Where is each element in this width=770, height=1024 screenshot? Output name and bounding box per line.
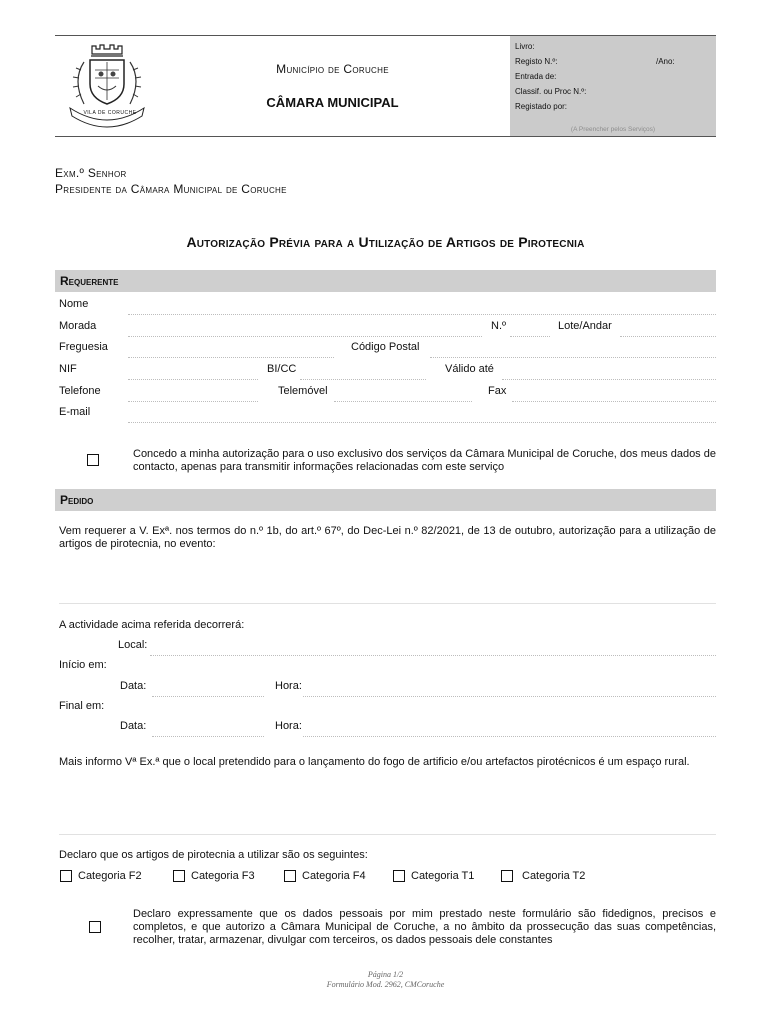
final-data-label: Data: [120,720,147,732]
numero-field[interactable] [510,336,550,337]
inicio-hora-label: Hora: [275,680,302,692]
pedido-intro-text: Vem requerer a V. Exª. nos termos do n.º 1b, do art.º 67º, do Dec-Lei n.º 82/2021, de 13 de outubro, autorização para a utilização de artigos de pirotecnia, no evento: [59,525,716,550]
declaration-text: Declaro expressamente que os dados pessoais por mim prestado neste formulário são fidedignos, precisos e completos, e que autorizo a Câmara Municipal de Coruche, a no âmbito da prossecução das suas competências, recolher, tratar, armazenar, divulgar com terceiros, os dados pessoais dele constantes [133,908,716,946]
final-data-field[interactable] [152,736,264,737]
freguesia-label: Freguesia [59,341,108,353]
registry-registado: Registado por: [515,102,568,111]
footer-page-number: Página 1/2 [367,970,404,979]
final-hora-label: Hora: [275,720,302,732]
email-label: E-mail [59,406,91,418]
addressee-title: Presidente da Câmara Municipal de Coruche [55,182,287,196]
categoria-f3-label: Categoria F3 [191,870,255,882]
declaro-artigos-text: Declaro que os artigos de pirotecnia a utilizar são os seguintes: [59,849,368,861]
morada-label: Morada [59,320,97,332]
event-description-field[interactable] [59,603,716,604]
categoria-t1-label: Categoria T1 [411,870,475,882]
numero-label: N.º [491,320,507,332]
categoria-f2-checkbox[interactable] [60,870,72,882]
registry-livro: Livro: [515,42,535,51]
inicio-hora-field[interactable] [303,696,716,697]
freguesia-field[interactable] [128,357,334,358]
local-label: Local: [118,639,148,651]
fax-label: Fax [488,385,507,397]
local-field[interactable] [150,655,716,656]
municipality-name: Município de Coruche [276,62,389,76]
telemovel-field[interactable] [334,401,472,402]
bicc-field[interactable] [300,379,426,380]
actividade-text: A actividade acima referida decorrerá: [59,619,245,631]
page-title: Autorização Prévia para a Utilização de Artigos de Pirotecnia [186,234,585,250]
registry-entrada: Entrada de: [515,72,557,81]
mais-informo-field[interactable] [59,834,716,835]
addressee-salutation: Exm.º Senhor [55,166,127,180]
codigo-postal-field[interactable] [430,357,716,358]
telefone-field[interactable] [128,401,258,402]
footer-form-id: Formulário Mod. 2962, CMCoruche [326,980,445,989]
telefone-label: Telefone [59,385,101,397]
consent-contact-text: Concedo a minha autorização para o uso exclusivo dos serviços da Câmara Municipal de Coruche, dos meus dados de contacto, apenas para transmitir informações relacionadas com este serviço [133,448,716,473]
categoria-f4-checkbox[interactable] [284,870,296,882]
telemovel-label: Telemóvel [278,385,328,397]
categoria-f2-label: Categoria F2 [78,870,142,882]
valido-label: Válido até [445,363,494,375]
categoria-f3-checkbox[interactable] [173,870,185,882]
section-pedido-title: Pedido [60,493,94,507]
valido-field[interactable] [502,379,716,380]
section-pedido-header [55,489,716,511]
registry-box [510,36,716,136]
nif-label: NIF [59,363,77,375]
inicio-data-field[interactable] [152,696,264,697]
coat-of-arms-logo [62,40,152,130]
registry-classif: Classif. ou Proc N.º: [515,87,587,96]
mais-informo-text: Mais informo Vª Ex.ª que o local pretendido para o lançamento do fogo de artificio e/ou artefactos pirotécnicos é um espaço rural. [59,756,690,768]
inicio-label: Início em: [59,659,107,671]
categoria-t2-checkbox[interactable] [501,870,513,882]
nif-field[interactable] [128,379,258,380]
morada-field[interactable] [128,336,482,337]
email-field[interactable] [128,422,716,423]
categoria-t2-label: Categoria T2 [522,870,586,882]
declaration-checkbox[interactable] [89,921,101,933]
final-label: Final em: [59,700,105,712]
categoria-f4-label: Categoria F4 [302,870,366,882]
lote-label: Lote/Andar [558,320,612,332]
final-hora-field[interactable] [303,736,716,737]
categoria-t1-checkbox[interactable] [393,870,405,882]
nome-field[interactable] [128,314,716,315]
lote-field[interactable] [620,336,716,337]
consent-contact-checkbox[interactable] [87,454,99,466]
codigo-postal-label: Código Postal [351,341,420,353]
registry-footer-note: (A Preencher pelos Serviços) [570,126,656,133]
section-requerente-header [55,270,716,292]
nome-label: Nome [59,298,89,310]
crest-ribbon-text: VILA DE CORUCHE [83,110,137,116]
fax-field[interactable] [512,401,716,402]
header-bottom-rule [55,136,716,137]
registry-registo: Registo N.º: [515,57,558,66]
bicc-label: BI/CC [267,363,297,375]
inicio-data-label: Data: [120,680,147,692]
registry-ano: /Ano: [656,57,675,66]
section-requerente-title: Requerente [60,274,119,288]
chamber-name: CÂMARA MUNICIPAL [266,95,399,110]
